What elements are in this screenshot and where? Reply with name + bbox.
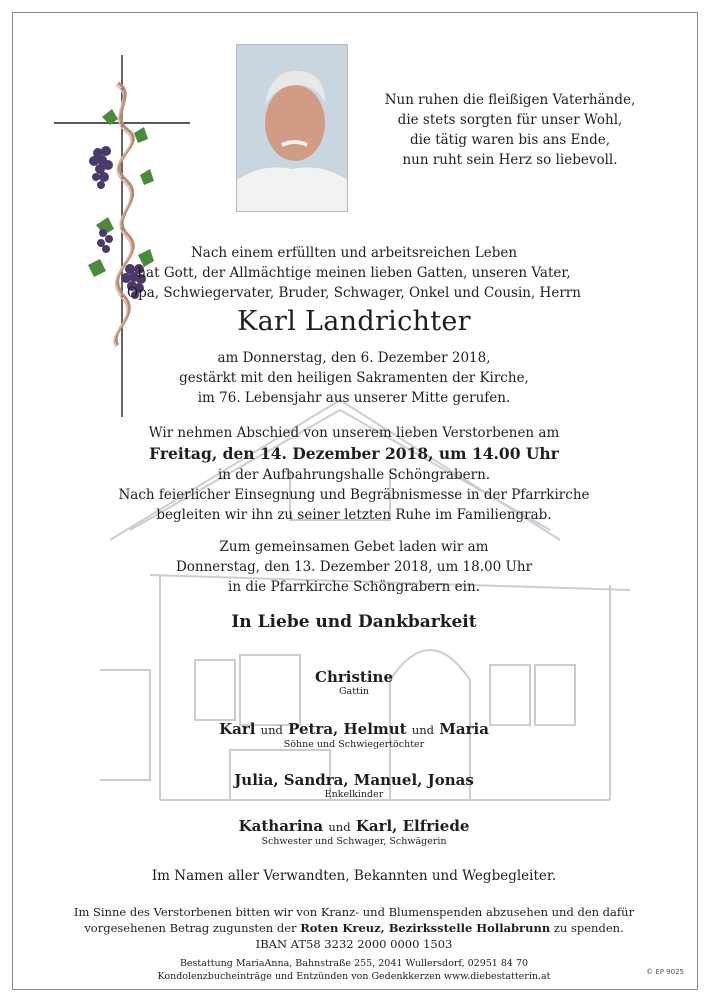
poem-line: Nun ruhen die fleißigen Vaterhände, (384, 92, 636, 108)
farewell-info (60, 423, 648, 525)
intro-line: hat Gott, der Allmächtige meinen lieben Gatten, unseren Vater, (137, 265, 571, 281)
footer-line: Kondolenzbucheinträge und Entzünden von Gedenkkerzen www.diebestatterin.at (157, 971, 551, 982)
donation-recipient: Roten Kreuz, Bezirksstelle Hollabrunn (300, 921, 551, 935)
mourner-wife (0, 668, 708, 698)
poem-line: nun ruht sein Herz so liebevoll. (402, 152, 618, 168)
portrait-photo-image (237, 45, 347, 211)
mourner-role: Gattin (338, 686, 370, 697)
donation-line: Im Sinne des Verstorbenen bitten wir von Kranz- und Blumenspenden abzusehen und den dafür (73, 905, 635, 919)
mourner-name-part: Karl, Elfriede (355, 817, 470, 835)
intro-text (60, 243, 648, 303)
mourner-name-part: Maria (439, 720, 489, 738)
conjunction: und (328, 820, 351, 834)
prayer-line: Zum gemeinsamen Gebet laden wir am (219, 539, 489, 555)
donation-request (40, 904, 668, 952)
poem-line: die stets sorgten für unser Wohl, (397, 112, 623, 128)
poem-line: die tätig waren bis ans Ende, (409, 132, 611, 148)
mourner-siblings (0, 817, 708, 848)
mourner-name: Christine (315, 668, 393, 686)
donation-text: vorgesehenen Betrag zugunsten der (84, 921, 301, 935)
mourner-role: Enkelkinder (324, 789, 384, 800)
mourner-name-part: Katharina (238, 817, 324, 835)
mourner-name: Julia, Sandra, Manuel, Jonas (234, 771, 474, 789)
mourner-children (0, 720, 708, 751)
prayer-line: in die Pfarrkirche Schöngrabern ein. (228, 579, 480, 595)
prayer-line: Donnerstag, den 13. Dezember 2018, um 18.00 Uhr (175, 559, 533, 575)
death-info-line: gestärkt mit den heiligen Sakramenten der Kirche, (179, 370, 529, 386)
funeral-date: Freitag, den 14. Dezember 2018, um 14.00 Uhr (149, 444, 559, 463)
footer-line: Bestattung MariaAnna, Bahnstraße 255, 2041 Wullersdorf, 02951 84 70 (179, 958, 529, 969)
print-code: © EP 9025 (646, 968, 684, 976)
farewell-line: Wir nehmen Abschied von unserem lieben Verstorbenen am (148, 425, 560, 441)
farewell-line: in der Aufbahrungshalle Schöngrabern. (217, 467, 491, 483)
mourner-name-part: Petra, Helmut (288, 720, 407, 738)
mourner-name (0, 817, 708, 836)
mourner-name (0, 720, 708, 739)
funeral-home-footer (40, 957, 668, 983)
death-info-line: am Donnerstag, den 6. Dezember 2018, (217, 350, 491, 366)
intro-line: Nach einem erfüllten und arbeitsreichen Leben (190, 245, 518, 261)
mourner-role: Söhne und Schwiegertöchter (283, 739, 425, 750)
conjunction: und (260, 723, 283, 737)
donation-iban: IBAN AT58 3232 2000 0000 1503 (255, 937, 453, 951)
mourner-name-part: Karl (219, 720, 256, 738)
relatives-line (60, 866, 648, 886)
portrait-photo (236, 44, 348, 212)
death-info (60, 348, 648, 408)
donation-line (40, 920, 668, 936)
deceased-name: Karl Landrichter (237, 306, 471, 337)
intro-line: Opa, Schwiegervater, Bruder, Schwager, Onkel und Cousin, Herrn (127, 285, 581, 301)
donation-text: zu spenden. (550, 921, 624, 935)
mourner-grandchildren (0, 771, 708, 801)
mourner-role: Schwester und Schwager, Schwägerin (261, 836, 447, 847)
farewell-line: begleiten wir ihn zu seiner letzten Ruhe im Familiengrab. (156, 507, 552, 523)
prayer-info (60, 537, 648, 597)
death-info-line: im 76. Lebensjahr aus unserer Mitte gerufen. (197, 390, 511, 406)
closing-heading: In Liebe und Dankbarkeit (231, 612, 477, 632)
conjunction: und (411, 723, 435, 737)
relatives-text: Im Namen aller Verwandten, Bekannten und Wegbegleiter. (151, 868, 557, 884)
farewell-line: Nach feierlicher Einsegnung und Begräbnismesse in der Pfarrkirche (118, 487, 590, 503)
poem (360, 90, 660, 170)
